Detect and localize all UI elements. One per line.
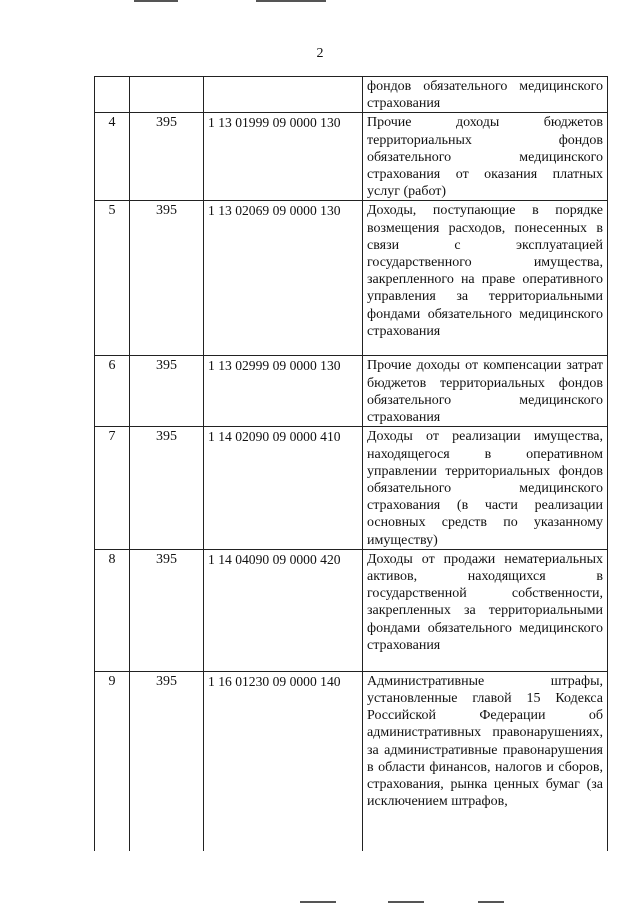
- administrator-code-cell: 395: [130, 549, 204, 671]
- budget-code-cell: 1 14 02090 09 0000 410: [204, 427, 363, 549]
- revenue-name-cell: Доходы от реализации имущества, находящегося в оперативном управлении территориальных фондов обязательного медицинского страхования (в части реализации основных средств по указанному имуществу): [363, 427, 608, 549]
- budget-code-cell: 1 14 04090 09 0000 420: [204, 549, 363, 671]
- table-row: [95, 549, 608, 671]
- scan-mark-top-right: [256, 0, 326, 2]
- budget-code-cell: 1 13 02999 09 0000 130: [204, 356, 363, 427]
- revenue-name-cell: Доходы, поступающие в порядке возмещения расходов, понесенных в связи с эксплуатацией государственного имущества, закрепленного на праве оперативного управления за территориальными фондами обязательного медицинского страхования: [363, 201, 608, 356]
- budget-code-cell: [204, 77, 363, 113]
- row-number-cell: 8: [95, 549, 130, 671]
- administrator-code-cell: 395: [130, 201, 204, 356]
- row-number-cell: 9: [95, 671, 130, 851]
- page-number: 2: [316, 46, 324, 61]
- budget-code-cell: 1 16 01230 09 0000 140: [204, 671, 363, 851]
- revenue-name-cell: Административные штрафы, установленные главой 15 Кодекса Российской Федерации об административных правонарушениях, за административные правонарушения в области финансов, налогов и сборов, страхования, рынка ценных бумаг (за исключением штрафов,: [363, 671, 608, 851]
- scan-mark-bottom-3: [478, 901, 504, 903]
- administrator-code-cell: 395: [130, 113, 204, 201]
- administrator-code-cell: 395: [130, 356, 204, 427]
- revenue-name-cell: фондов обязательного медицинского страхования: [363, 77, 608, 113]
- revenue-name-cell: Прочие доходы бюджетов территориальных фондов обязательного медицинского страхования от оказания платных услуг (работ): [363, 113, 608, 201]
- table-row: [95, 77, 608, 113]
- table-row: [95, 201, 608, 356]
- revenue-codes-table: [94, 76, 608, 851]
- administrator-code-cell: 395: [130, 427, 204, 549]
- row-number-cell: 6: [95, 356, 130, 427]
- administrator-code-cell: 395: [130, 671, 204, 851]
- table-row: [95, 671, 608, 851]
- row-number-cell: 7: [95, 427, 130, 549]
- table-row: [95, 356, 608, 427]
- scan-mark-bottom-1: [300, 901, 336, 903]
- budget-code-cell: 1 13 01999 09 0000 130: [204, 113, 363, 201]
- row-number-cell: 4: [95, 113, 130, 201]
- scan-mark-bottom-2: [388, 901, 424, 903]
- row-number-cell: [95, 77, 130, 113]
- administrator-code-cell: [130, 77, 204, 113]
- revenue-name-cell: Доходы от продажи нематериальных активов, находящихся в государственной собственности, закрепленных за территориальными фондами обязательного медицинского страхования: [363, 549, 608, 671]
- budget-code-cell: 1 13 02069 09 0000 130: [204, 201, 363, 356]
- table-row: [95, 113, 608, 201]
- table-row: [95, 427, 608, 549]
- scan-mark-top-left: [134, 0, 178, 2]
- row-number-cell: 5: [95, 201, 130, 356]
- revenue-name-cell: Прочие доходы от компенсации затрат бюджетов территориальных фондов обязательного медицинского страхования: [363, 356, 608, 427]
